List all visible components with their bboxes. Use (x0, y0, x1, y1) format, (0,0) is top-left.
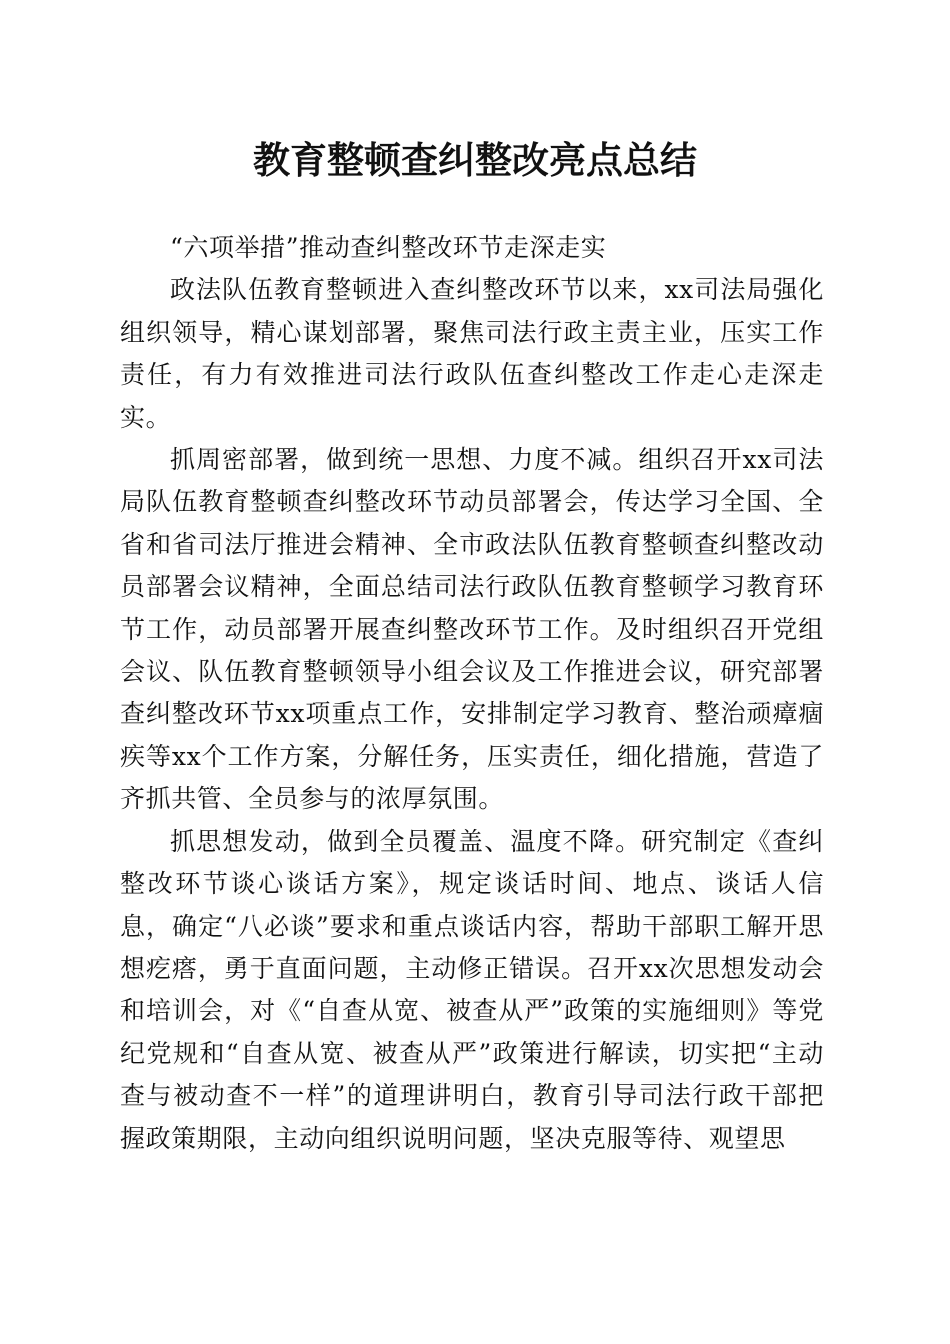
paragraph-mobilization: 抓思想发动，做到全员覆盖、温度不降。研究制定《查纠整改环节谈心谈话方案》，规定谈话时间、地点、谈话人信息，确定“八必谈”要求和重点谈话内容，帮助干部职工解开思想疙瘩，勇于直面问题，主动修正错误。召开xx次思想发动会和培训会，对《“自查从宽、被查从严”政策的实施细则》等党纪党规和“自查从宽、被查从严”政策进行解读，切实把“主动查与被动查不一样”的道理讲明白，教育引导司法行政干部把握政策期限，主动向组织说明问题，坚决克服等待、观望思 (120, 826, 824, 1153)
paragraph-intro: 政法队伍教育整顿进入查纠整改环节以来，xx司法局强化组织领导，精心谋划部署，聚焦司法行政主责主业，压实工作责任，有力有效推进司法行政队伍查纠整改工作走心走深走实。 (120, 275, 824, 432)
document-body (120, 227, 824, 1160)
paragraph-deployment: 抓周密部署，做到统一思想、力度不减。组织召开xx司法局队伍教育整顿查纠整改环节动员部署会，传达学习全国、全省和省司法厅推进会精神、全市政法队伍教育整顿查纠整改动员部署会议精神，全面总结司法行政队伍教育整顿学习教育环节工作，动员部署开展查纠整改环节工作。及时组织召开党组会议、队伍教育整顿领导小组会议及工作推进会议，研究部署查纠整改环节xx项重点工作，安排制定学习教育、整治顽瘴痼疾等xx个工作方案，分解任务，压实责任，细化措施，营造了齐抓共管、全员参与的浓厚氛围。 (120, 445, 824, 814)
section-heading: “六项举措”推动查纠整改环节走深走实 (170, 233, 607, 262)
document-title: 教育整顿查纠整改亮点总结 (253, 138, 697, 182)
